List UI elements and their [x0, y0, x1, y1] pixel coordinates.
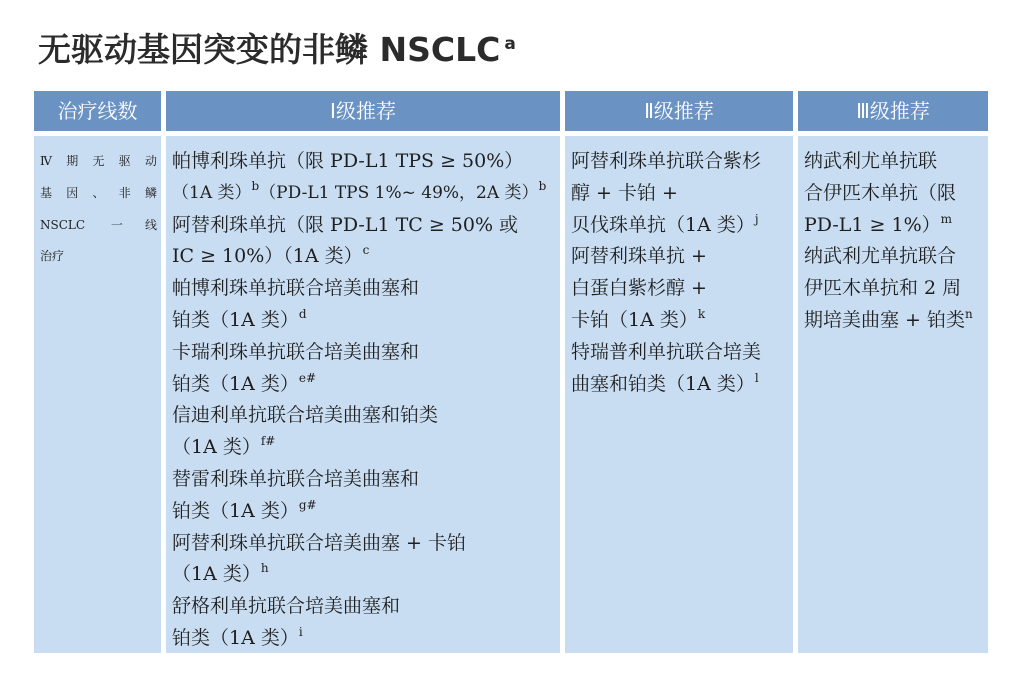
level-1-line — [172, 496, 554, 528]
treatment-line-text-line: 基因、非鳞 — [40, 185, 157, 200]
level-1-line — [172, 337, 554, 369]
level-1-line-text: 帕博利珠单抗联合培美曲塞和 — [172, 277, 420, 300]
level-1-line — [172, 178, 554, 210]
title-footnote-mark: a — [504, 34, 516, 54]
level-2-line — [571, 241, 787, 273]
level-2-line-text: 曲塞和铂类（1A 类） — [571, 372, 755, 395]
treatment-line-text-line: 治疗 — [40, 249, 65, 264]
level-1-line — [172, 432, 554, 464]
level-3-line — [804, 178, 982, 210]
level-1-line-text: 替雷利珠单抗联合培美曲塞和 — [172, 467, 420, 490]
level-2-line-text: 卡铂（1A 类） — [571, 308, 698, 331]
footnote-mark: f# — [260, 434, 276, 449]
footnote-mark: h — [260, 561, 269, 576]
level-3-line — [804, 305, 982, 337]
level-1-line-text: 铂类（1A 类） — [172, 372, 299, 395]
footnote-mark: e# — [298, 370, 317, 385]
level-1-line-text: （PD-L1 TPS 1%~ 49%，2A 类） — [259, 182, 539, 203]
cell-level-1 — [166, 136, 560, 653]
level-1-line — [172, 369, 554, 401]
title-text: 无驱动基因突变的非鳞 NSCLC — [38, 30, 501, 69]
footnote-mark: i — [298, 624, 303, 639]
level-1-line — [172, 591, 554, 623]
level-3-line — [804, 210, 982, 242]
level-1-line-text: 铂类（1A 类） — [172, 499, 299, 522]
cell-level-3 — [798, 136, 988, 653]
level-3-line — [804, 241, 982, 273]
level-1-line-text: （1A 类） — [172, 182, 252, 203]
level-2-line-text: 阿替利珠单抗 + — [571, 245, 707, 268]
level-3-line-text: 纳武利尤单抗联合 — [804, 245, 957, 268]
level-1-line — [172, 305, 554, 337]
footnote-mark: b — [251, 178, 260, 193]
level-3-line-text: PD-L1 ≥ 1%） — [804, 213, 941, 236]
level-1-line-text: 信迪利单抗联合培美曲塞和铂类 — [172, 404, 439, 427]
level-2-line — [571, 337, 787, 369]
level-1-line-text: 舒格利单抗联合培美曲塞和 — [172, 595, 401, 618]
page-title — [38, 24, 516, 71]
level-1-line — [172, 559, 554, 591]
level-2-text — [571, 146, 787, 400]
level-1-line — [172, 400, 554, 432]
level-2-line-text: 贝伐珠单抗（1A 类） — [571, 213, 755, 236]
level-1-line-text: （1A 类） — [172, 436, 261, 459]
level-2-line-text: 白蛋白紫杉醇 + — [571, 277, 707, 300]
level-1-text — [172, 146, 554, 655]
footnote-mark: n — [965, 306, 973, 321]
header-level-3: Ⅲ级推荐 — [798, 91, 988, 131]
cell-treatment-line — [34, 136, 161, 653]
footnote-mark: c — [362, 243, 370, 258]
level-1-line — [172, 528, 554, 560]
column-level-2 — [565, 91, 793, 653]
level-1-line-text: IC ≥ 10%）（1A 类） — [172, 245, 363, 268]
level-3-line-text: 期培美曲塞 + 铂类 — [804, 308, 965, 331]
level-3-line — [804, 273, 982, 305]
level-2-line — [571, 178, 787, 210]
header-level-2: Ⅱ级推荐 — [565, 91, 793, 131]
level-2-line — [571, 146, 787, 178]
level-3-line-text: 合伊匹木单抗（限 — [804, 181, 957, 204]
level-2-line-text: 醇 + 卡铂 + — [571, 181, 678, 204]
level-1-line-text: （1A 类） — [172, 563, 261, 586]
treatment-line-text-line: NSCLC 一线 — [40, 217, 157, 232]
level-3-line-text: 纳武利尤单抗联 — [804, 150, 938, 172]
level-2-line — [571, 210, 787, 242]
level-2-line — [571, 369, 787, 401]
level-1-line — [172, 146, 554, 178]
level-2-line — [571, 305, 787, 337]
footnote-mark: d — [298, 306, 307, 321]
level-1-line — [172, 623, 554, 655]
level-1-line-text: 卡瑞利珠单抗联合培美曲塞和 — [172, 340, 420, 363]
level-2-line-text: 阿替利珠单抗联合紫杉 — [571, 150, 762, 172]
level-1-line-text: 阿替利珠单抗（限 PD-L1 TC ≥ 50% 或 — [172, 213, 519, 236]
level-1-line-text: 阿替利珠单抗联合培美曲塞 + 卡铂 — [172, 531, 466, 554]
level-3-text — [804, 146, 982, 337]
column-treatment-line — [34, 91, 161, 653]
treatment-line-text — [40, 146, 157, 273]
level-1-line — [172, 273, 554, 305]
footnote-mark: k — [697, 306, 706, 321]
footnote-mark: l — [754, 370, 759, 385]
footnote-mark: j — [754, 211, 759, 226]
level-1-line — [172, 241, 554, 273]
level-3-line — [804, 146, 982, 178]
level-1-line-text: 帕博利珠单抗（限 PD-L1 TPS ≥ 50%） — [172, 150, 524, 172]
header-treatment-line: 治疗线数 — [34, 91, 161, 131]
level-1-line — [172, 210, 554, 242]
level-2-line — [571, 273, 787, 305]
level-3-line-text: 伊匹木单抗和 2 周 — [804, 277, 962, 300]
column-level-1 — [166, 91, 560, 653]
footnote-mark: b — [538, 178, 547, 193]
footnote-mark: g# — [298, 497, 317, 512]
level-1-line-text: 铂类（1A 类） — [172, 626, 299, 649]
level-1-line — [172, 464, 554, 496]
level-1-line-text: 铂类（1A 类） — [172, 308, 299, 331]
level-2-line-text: 特瑞普利单抗联合培美 — [571, 340, 762, 363]
header-level-1: Ⅰ级推荐 — [166, 91, 560, 131]
column-level-3 — [798, 91, 988, 653]
treatment-line-text-line: Ⅳ期无驱动 — [40, 154, 157, 168]
cell-level-2 — [565, 136, 793, 653]
footnote-mark: m — [940, 211, 953, 226]
